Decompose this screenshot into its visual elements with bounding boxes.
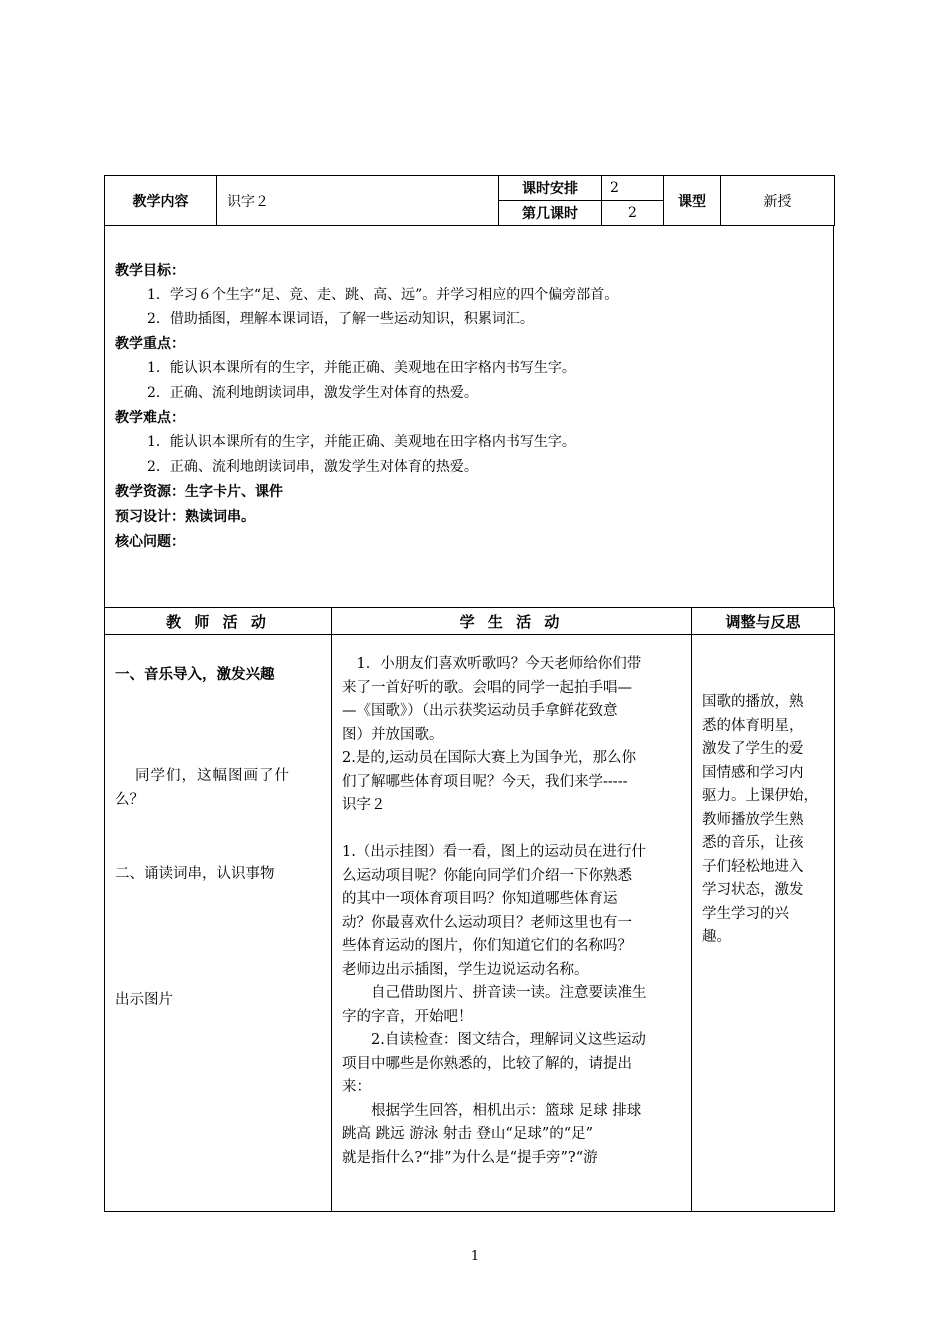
teacher-show-pictures: 出示图片 bbox=[115, 992, 173, 1008]
teacher-section-2: 二、诵读词串，认识事物 bbox=[115, 866, 275, 882]
teacher-activity-header: 教 师 活 动 bbox=[105, 608, 332, 635]
objective-item: 1．学习６个生字“足、竞、走、跳、高、远”。并学习相应的四个偏旁部首。 bbox=[147, 287, 619, 303]
core-question: 核心问题： bbox=[115, 534, 185, 550]
student-activity-line: 字的字音，开始吧！ bbox=[342, 1008, 473, 1025]
reflection-line: 教师播放学生熟 bbox=[702, 811, 804, 828]
key-point-item: 2．正确、流利地朗读词串，激发学生对体育的热爱。 bbox=[147, 385, 478, 401]
content-value: 识字２ bbox=[217, 176, 499, 226]
student-activity-line: 动？你最喜欢什么运动项目？老师这里也有一 bbox=[342, 914, 632, 931]
student-activity-line: 1．小朋友们喜欢听歌吗？今天老师给你们带 bbox=[342, 656, 642, 672]
reflection-line: 激发了学生的爱 bbox=[702, 741, 804, 757]
lesson-value: 2 bbox=[602, 201, 664, 226]
page-number: 1 bbox=[470, 1249, 480, 1264]
activity-table bbox=[104, 607, 835, 1212]
student-activity-cell bbox=[332, 635, 692, 1212]
objective-item: 2．借助插图，理解本课词语，了解一些运动知识，积累词汇。 bbox=[147, 311, 534, 327]
resources: 教学资源：生字卡片、课件 bbox=[115, 484, 283, 500]
key-points-title: 教学重点： bbox=[115, 336, 185, 352]
preview-design: 预习设计：熟读词串。 bbox=[115, 509, 255, 525]
student-activity-line: 自己借助图片、拼音读一读。注意要读准生 bbox=[342, 985, 647, 1001]
reflection-line: 国情感和学习内 bbox=[702, 764, 804, 781]
student-activity-line: 项目中哪些是你熟悉的，比较了解的，请提出 bbox=[342, 1055, 632, 1072]
reflection-line: 驱力。上课伊始， bbox=[702, 788, 818, 804]
student-activity-line: 识字２ bbox=[342, 797, 386, 813]
student-activity-line: 2.自读检查：图文结合，理解词义这些运动 bbox=[342, 1032, 646, 1048]
student-activity-line: 老师边出示插图，学生边说运动名称。 bbox=[342, 961, 589, 978]
schedule-label: 课时安排 bbox=[499, 176, 602, 201]
teacher-question: 同学们，这幅图画了什 bbox=[135, 768, 290, 784]
reflection-line: 悉的音乐，让孩 bbox=[702, 835, 804, 851]
goals-section bbox=[104, 226, 834, 607]
student-activity-line: 些体育运动的图片，你们知道它们的名称吗？ bbox=[342, 938, 632, 954]
student-activity-header: 学 生 活 动 bbox=[332, 608, 692, 635]
reflection-line: 学生学习的兴 bbox=[702, 905, 789, 922]
reflection-line: 学习状态，激发 bbox=[702, 882, 804, 898]
objectives-title: 教学目标： bbox=[115, 263, 185, 279]
difficulty-item: 1．能认识本课所有的生字，并能正确、美观地在田字格内书写生字。 bbox=[147, 434, 576, 450]
reflection-line: 趣。 bbox=[702, 929, 731, 945]
student-activity-line: 来： bbox=[342, 1079, 371, 1095]
difficulty-item: 2．正确、流利地朗读词串，激发学生对体育的热爱。 bbox=[147, 459, 478, 475]
student-activity-line: 么运动项目呢？你能向同学们介绍一下你熟悉 bbox=[342, 867, 632, 884]
lesson-label: 第几课时 bbox=[499, 201, 602, 226]
student-activity-line bbox=[342, 818, 647, 842]
student-activity-line: 1.（出示挂图）看一看，图上的运动员在进行什 bbox=[342, 844, 646, 860]
reflection-line: 子们轻松地进入 bbox=[702, 858, 804, 875]
student-activity-line: 跳高 跳远 游泳 射击 登山“足球”的“足” bbox=[342, 1126, 594, 1142]
student-activity-line: 2.是的,运动员在国际大赛上为国争光，那么你 bbox=[342, 750, 636, 766]
student-activity-line: 就是指什么?“排”为什么是“提手旁”?“游 bbox=[342, 1149, 598, 1166]
reflection-header: 调整与反思 bbox=[692, 608, 835, 635]
difficulties-title: 教学难点： bbox=[115, 410, 185, 426]
reflection-text bbox=[702, 691, 818, 950]
teacher-section-1: 一、音乐导入，激发兴趣 bbox=[115, 666, 275, 683]
type-value: 新授 bbox=[721, 176, 835, 226]
student-activity-line: 们了解哪些体育项目呢？今天，我们来学----- bbox=[342, 773, 628, 790]
student-activity-line: 根据学生回答，相机出示：篮球 足球 排球 bbox=[342, 1102, 642, 1119]
type-label: 课型 bbox=[664, 176, 721, 226]
student-activity-text bbox=[342, 653, 647, 1170]
student-activity-line: 来了一首好听的歌。会唱的同学一起拍手唱— bbox=[342, 679, 632, 696]
teacher-activity-cell bbox=[105, 635, 332, 1212]
key-point-item: 1．能认识本课所有的生字，并能正确、美观地在田字格内书写生字。 bbox=[147, 360, 576, 376]
header-table bbox=[104, 175, 835, 226]
student-activity-line: 图）并放国歌。 bbox=[342, 726, 444, 743]
reflection-line: 悉的体育明星， bbox=[702, 717, 804, 734]
teacher-question-cont: 么？ bbox=[115, 792, 144, 808]
student-activity-line: —《国歌》）（出示获奖运动员手拿鲜花致意 bbox=[342, 703, 618, 719]
reflection-line: 国歌的播放，熟 bbox=[702, 694, 804, 710]
schedule-value: 2 bbox=[602, 176, 664, 201]
content-label: 教学内容 bbox=[105, 176, 217, 226]
reflection-cell bbox=[692, 635, 835, 1212]
student-activity-line: 的其中一项体育项目吗？你知道哪些体育运 bbox=[342, 891, 618, 907]
